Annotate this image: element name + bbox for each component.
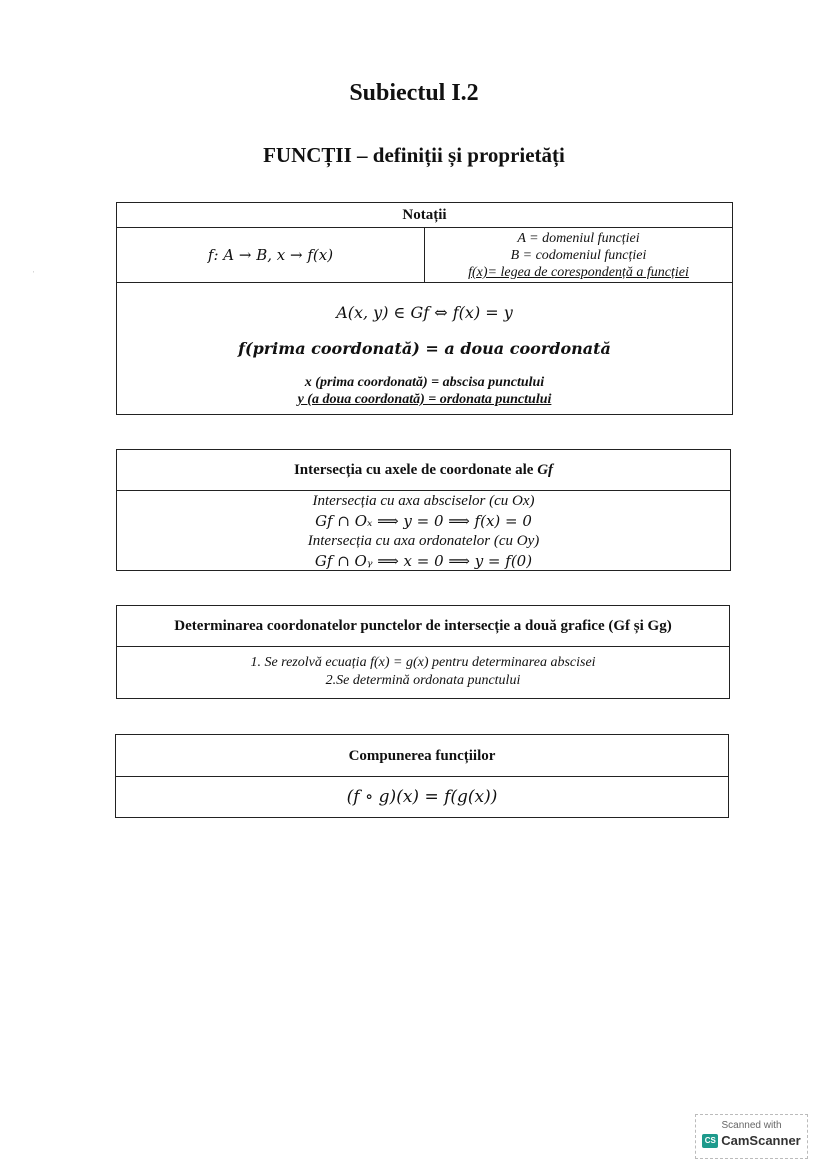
scan-speck: ˈ bbox=[32, 270, 35, 279]
intersectia-body bbox=[117, 491, 730, 571]
intersectia-header bbox=[117, 450, 730, 491]
page-title: Subiectul I.2 bbox=[349, 80, 479, 106]
compunerea-header: Compunerea funcțiilor bbox=[116, 735, 728, 777]
definition-law: f(x)= legea de corespondență a funcției bbox=[468, 265, 689, 280]
determinarea-header: Determinarea coordonatelor punctelor de intersecție a două grafice (Gf și Gg) bbox=[117, 606, 729, 647]
point-on-graph-rule: A(x, y) ∈ Gf ⇔ f(x) = y bbox=[336, 303, 513, 322]
intersectia-box bbox=[116, 449, 731, 571]
compunerea-box bbox=[115, 734, 729, 818]
intersectia-header-gf: Gf bbox=[537, 462, 554, 478]
ox-label: Intersecția cu axa absciselor (cu Ox) bbox=[312, 493, 535, 509]
ordonata-definition: y (a doua coordonată) = ordonata punctului bbox=[297, 392, 552, 407]
abscisa-definition: x (prima coordonată) = abscisa punctului bbox=[304, 375, 545, 390]
definition-codomain: B = codomeniul funcției bbox=[510, 248, 647, 263]
coordinate-rule: f(prima coordonată) = a doua coordonată bbox=[238, 339, 611, 358]
step-solve-equation: 1. Se rezolvă ecuația f(x) = g(x) pentru determinarea abscisei bbox=[250, 655, 596, 670]
definitions-cell bbox=[425, 228, 732, 282]
scanned-with-label: Scanned with bbox=[721, 1120, 782, 1131]
intersectia-header-text: Intersecția cu axele de coordonate ale bbox=[293, 462, 538, 478]
oy-label: Intersecția cu axa ordonatelor (cu Oy) bbox=[307, 533, 540, 549]
notatii-row bbox=[117, 228, 732, 283]
ox-formula: Gf ∩ Oₓ ⟹ y = 0 ⟹ f(x) = 0 bbox=[315, 512, 532, 530]
camscanner-logo-icon: CS bbox=[702, 1134, 718, 1148]
notatii-box bbox=[116, 202, 733, 415]
notatii-body bbox=[117, 303, 732, 408]
oy-formula: Gf ∩ Oᵧ ⟹ x = 0 ⟹ y = f(0) bbox=[314, 552, 533, 570]
brand-name: CamScanner bbox=[721, 1133, 801, 1148]
determinarea-body bbox=[117, 647, 729, 690]
definition-domain: A = domeniul funcției bbox=[517, 231, 640, 246]
notatii-header: Notații bbox=[117, 203, 732, 228]
determinarea-box bbox=[116, 605, 730, 699]
function-mapping: f: A → B, x → f(x) bbox=[117, 228, 425, 282]
composition-formula: (f ∘ g)(x) = f(g(x)) bbox=[346, 787, 498, 807]
brand-row bbox=[696, 1133, 807, 1148]
step-determine-ordinate: 2.Se determină ordonata punctului bbox=[325, 673, 521, 688]
page-subtitle: FUNCȚII – definiții și proprietăți bbox=[263, 143, 565, 167]
camscanner-badge bbox=[695, 1114, 808, 1159]
